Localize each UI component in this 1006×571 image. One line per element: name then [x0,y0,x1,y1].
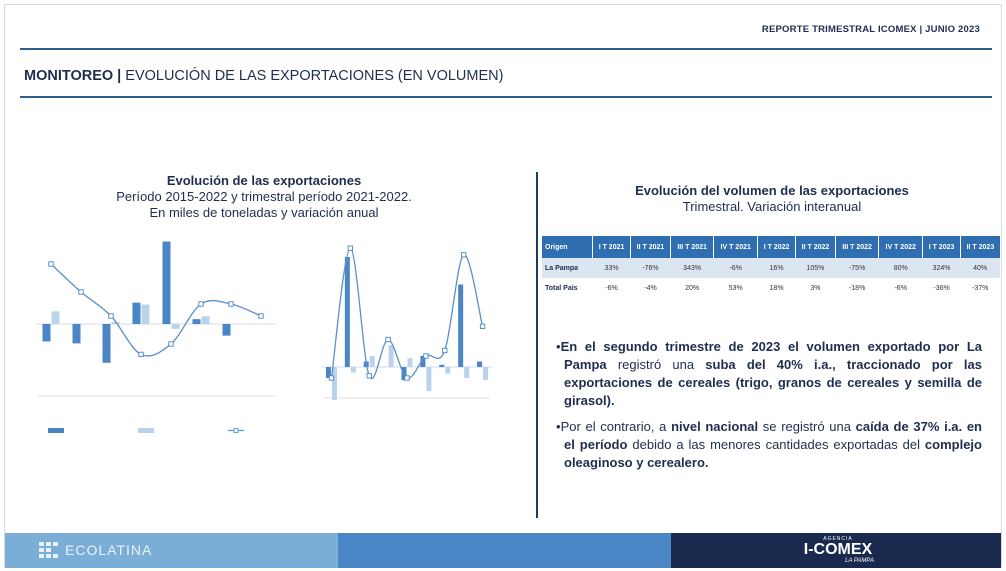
table-cell: 3% [810,284,821,292]
table-header-quarter: IV T 2022 [879,236,923,258]
footer-segment-mid [338,533,671,568]
icomex-logo [788,536,888,565]
variation-marker [229,302,233,306]
bullet-2: •Por el contrario, a nivel nacional se registró una caída de 37% i.a. en el período debido a las menores cantidades exportadas del complejo oleaginoso y cerealero. [556,419,982,470]
table-cell: 40% [960,258,1000,278]
bar-series-2 [172,324,180,329]
variation-marker [424,354,428,358]
volume-table [542,236,1000,298]
bar-series-2 [445,367,450,374]
table-header-quarter: I T 2021 [593,236,631,258]
icomex-main: I-COMEX [803,541,873,558]
bullet-2-text-a: Por el contrario, a [560,419,672,434]
bar-series-2 [464,367,469,378]
table-title: Evolución del volumen de las exportaciones [635,183,909,198]
bullet-1-text: registró una [606,357,706,372]
bar-series-1 [163,242,171,324]
variation-marker [169,342,173,346]
legend-swatch-dark [48,428,64,433]
table-cell: -37% [971,284,989,292]
left-chart-title: Evolución de las exportaciones [166,173,362,188]
bullet-2-bold-b: caída de 37% i.a. en el período [564,419,982,452]
variation-marker [259,314,263,318]
bullet-2-text-b: se registró una [758,419,856,434]
page-title [24,68,503,84]
ecolatina-text: ECOLATINA [65,542,153,558]
table-cell: -6% [714,258,758,278]
ecolatina-grid-icon [39,542,59,558]
quarterly-chart [322,232,492,402]
variation-marker [199,302,203,306]
bar-series-1 [43,324,51,341]
table-cell: -6% [894,284,907,292]
variation-marker [329,376,333,380]
annual-chart [36,232,280,442]
table-cell: -36% [933,284,950,292]
bar-series-1 [223,324,231,336]
table-cell: 53% [728,284,743,292]
table-header-quarter: I T 2022 [758,236,796,258]
bar-series-1 [439,365,444,367]
bar-series-2 [389,345,394,367]
bar-series-1 [458,285,463,368]
table-cell: 18% [769,284,784,292]
table-body [542,258,1000,298]
variation-marker [79,290,83,294]
table-header-row [542,236,1000,258]
bar-series-2 [202,316,210,324]
title-bold: MONITOREO | [24,68,122,84]
variation-marker [386,337,390,341]
icomex-agency: AGENCIA [823,536,853,542]
table-cell: 105% [795,258,835,278]
table-row-label: Total País [545,284,578,292]
bar-series-1 [133,303,141,324]
table-cell: -6% [605,284,618,292]
bar-series-1 [477,362,482,368]
left-chart-sub1: Período 2015-2022 y trimestral período 2021-2022. [116,189,412,204]
bar-series-2 [142,305,150,324]
report-tag: REPORTE TRIMESTRAL ICOMEX | JUNIO 2023 [761,24,980,35]
variation-marker [49,262,53,266]
left-chart-heading [40,173,488,221]
legend-swatch-light [138,428,154,433]
table-cell: -75% [836,258,879,278]
bar-series-2 [408,358,413,367]
table-subtitle: Trimestral. Variación interanual [682,199,862,214]
table-cell: 80% [879,258,923,278]
table-header-quarter: II T 2023 [960,236,1000,258]
variation-marker [367,374,371,378]
table-cell: -76% [630,258,670,278]
bar-series-1 [73,324,81,343]
icomex-sub: LA PAMPA [845,558,874,564]
table-cell: -18% [848,284,866,292]
table-header-quarter: I T 2023 [923,236,961,258]
title-rule [20,96,992,98]
header-rule [20,48,992,50]
table-cell: 33% [593,258,631,278]
bullet-2-text-c: debido a las menores cantidades exportadas del [627,437,925,452]
table-cell: 343% [671,258,714,278]
legend-marker [234,429,238,433]
bar-series-2 [426,367,431,391]
table-cell: 16% [758,258,796,278]
bullet-1-bold-a: En el segundo trimestre de 2023 el volumen exportado por La Pampa [560,339,982,372]
table-cell: 324% [923,258,961,278]
bullet-2-bold-a: nivel nacional [671,419,759,434]
bar-series-1 [345,257,350,367]
variation-line [51,264,261,356]
table-cell: 20% [685,284,700,292]
bullet-1-bold-b: suba del 40% i.a., traccionado por las exportaciones de cereales (trigo, granos de cereales y semilla de girasol). [564,357,982,408]
table-row [542,278,1000,298]
bar-series-2 [483,367,488,380]
table-header-quarter: II T 2022 [795,236,835,258]
table-cell: -4% [644,284,657,292]
bar-series-2 [370,356,375,367]
bar-series-1 [103,324,111,363]
variation-marker [139,352,143,356]
bullets [554,338,982,480]
variation-marker [405,376,409,380]
bar-series-2 [52,311,60,324]
vertical-divider [536,172,538,518]
variation-marker [461,253,465,257]
variation-marker [443,348,447,352]
table-header-origen: Origen [542,236,593,258]
variation-marker [480,324,484,328]
table-header-quarter: IV T 2021 [714,236,758,258]
table-row [542,258,1000,278]
bar-series-2 [351,367,356,373]
bullet-1: •En el segundo trimestre de 2023 el volumen exportado por La Pampa registró una suba del 40% i.a., traccionado por las exportaciones de cereales (trigo, granos de cereales y semilla de girasol). [556,339,982,408]
variation-marker [109,314,113,318]
table-header-quarter: III T 2021 [671,236,714,258]
bar-series-1 [193,319,201,324]
title-rest: EVOLUCIÓN DE LAS EXPORTACIONES (EN VOLUMEN) [121,68,504,84]
table-header-quarter: II T 2021 [630,236,670,258]
left-chart-sub2: En miles de toneladas y variación anual [149,205,379,220]
table-header-quarter: III T 2022 [836,236,879,258]
variation-marker [348,246,352,250]
table-row-label: La Pampa [542,258,593,278]
table-heading [542,183,1002,215]
bullet-2-bold-c: complejo oleaginoso y cerealero. [564,437,982,470]
footer-segment-light [5,533,338,568]
